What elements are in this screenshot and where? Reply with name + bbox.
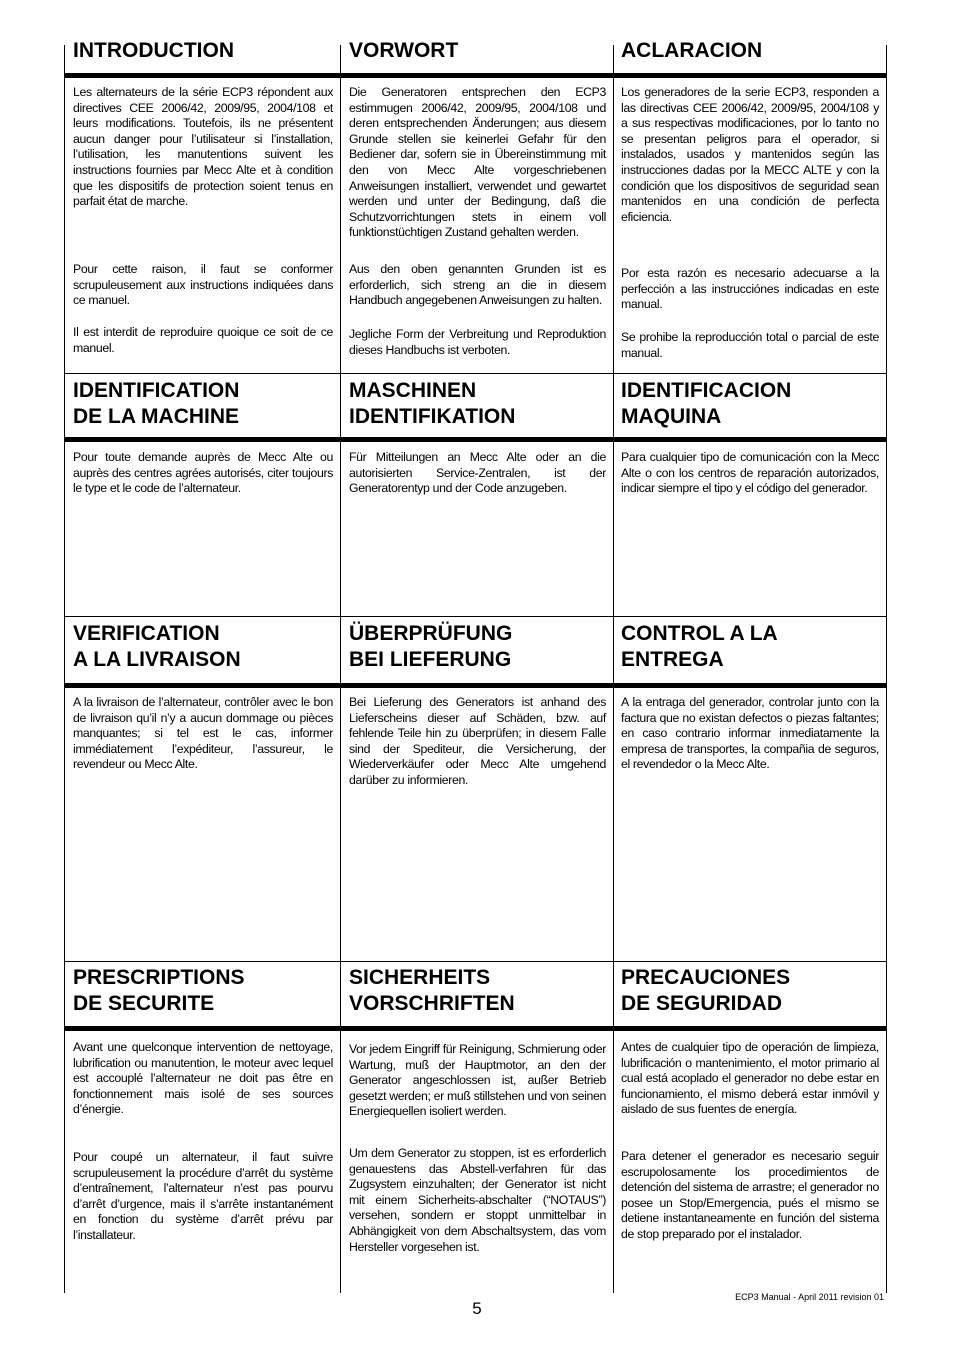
paragraph: Für Mitteilungen an Mecc Alte oder an die autorisierten Service-Zentralen, ist der Generatorentyp und der Code anzugeben. <box>349 450 606 496</box>
section-heading: IDENTIFICATION DE LA MACHINE <box>73 379 240 428</box>
section-divider-1 <box>64 373 887 374</box>
paragraph: Aus den oben genannten Grunden ist es erforderlich, sich streng an die in diesem Handbuch angegebenen Anweisungen zu halten. <box>349 262 606 308</box>
paragraph: Los generadores de la serie ECP3, responden a las directivas CEE 2006/42, 2009/95, 2004/108 y a sus respectivas modificaciones, por lo tanto no se presentan peligros para el operador, si instalados, usados y mantenidos según las instrucciones dadas por la MECC ALTE y con la condición que los dispositivos de seguridad sean mantenidos en una condición de perfecta eficiencia. <box>621 85 879 224</box>
section-divider-2 <box>64 616 887 617</box>
paragraph: Les alternateurs de la série ECP3 répondent aux directives CEE 2006/42, 2009/95, 2004/108 et leurs modifications. Toutefois, ils ne présentent aucun danger pour l’utilisateur si l’installation, l’utilisation, les manutentions suivent les instructions fournies par Mecc Alte et à condition que les dispositifs de protection soient tenus en parfait état de marche. <box>73 85 333 209</box>
paragraph: Avant une quelconque intervention de nettoyage, lubrification ou manutention, le moteur avec lequel est accouplé l’alternateur ne doit pas être en fonctionnement mais isolé de ses sources d’énergie. <box>73 1040 333 1117</box>
paragraph: Antes de cualquier tipo de operación de limpieza, lubrificación o mantenimiento, el motor primario al cual está acoplado el generador no debe estar en funcionamiento, el mismo deberá estar inmóvil y aislado de sus fuentes de energía. <box>621 1040 879 1117</box>
paragraph: Pour cette raison, il faut se conformer scrupuleusement aux instructions indiquées dans ce manuel. <box>73 262 333 308</box>
section-heading: ACLARACION <box>621 39 763 62</box>
column-divider-1 <box>340 45 341 1293</box>
paragraph: A la livraison de l’alternateur, contrôler avec le bon de livraison qu’il n’y a aucun dommage ou pièces manquantes; si tel est le cas, informer immédiatement l’expéditeur, l’assureur, le revendeur ou Mecc Alte. <box>73 695 333 772</box>
section-heading: PRESCRIPTIONS DE SECURITE <box>73 966 245 1015</box>
heading-underline-4 <box>64 1026 887 1031</box>
paragraph: Se prohibe la reproducción total o parcial de este manual. <box>621 330 879 360</box>
right-border <box>886 45 887 1293</box>
paragraph: Vor jedem Eingriff für Reinigung, Schmierung oder Wartung, muß der Hauptmotor, an den der Generator angeschlossen ist, außer Betrieb gesetzt werden; er muß stillstehen und von seinen Energiequellen isoliert werden. <box>349 1042 606 1119</box>
section-heading: MASCHINEN IDENTIFIKATION <box>349 379 516 428</box>
heading-underline-2 <box>64 437 887 442</box>
paragraph: Die Generatoren entsprechen den ECP3 estimmugen 2006/42, 2009/95, 2004/108 und deren entsprechenden Änderungen; aus diesem Grunde stellen sie keinerlei Gefahr für den Bediener dar, sofern sie in Übereinstimmung mit den von Mecc Alte vorgeschriebenen Anweisungen installiert, verwendet und gewartet werden und unter der Bedingung, daß die Schutzvorrichtungen stets in einem voll funktionstüchtigen Zustand gehalten werden. <box>349 85 606 240</box>
paragraph: Por esta razón es necesario adecuarse a la perfección a las instrucciónes indicadas en este manual. <box>621 266 879 312</box>
left-border <box>64 45 65 1293</box>
footer-note: ECP3 Manual - April 2011 revision 01 <box>735 1292 884 1302</box>
paragraph: Bei Lieferung des Generators ist anhand des Lieferscheins dieser auf Schäden, bzw. auf fehlende Teile hin zu überprüfen; in diesem Falle sind der Spediteur, die Versicherung, der Wiederverkäufer oder Mecc Alte umgehend darüber zu informieren. <box>349 695 606 787</box>
paragraph: Jegliche Form der Verbreitung und Reproduktion dieses Handbuchs ist verboten. <box>349 327 606 357</box>
paragraph: A la entraga del generador, controlar junto con la factura que no existan defectos o piezas faltantes; en caso contrario informar inmediatamente la empresa de transportes, la compañia de seguros, el revendedor o la Mecc Alte. <box>621 695 879 772</box>
section-heading: IDENTIFICACION MAQUINA <box>621 379 792 428</box>
paragraph: Um dem Generator zu stoppen, ist es erforderlich genauestens das Abstell-verfahren für das Zugsystem einzuhalten; der Generator ist nicht mit einem Sicherheits-abschalter (“NOTAUS”) versehen, sondern er stoppt unmittelbar in Abhängigkeit von dem Abschaltsystem, das vom Hersteller vorgesehen ist. <box>349 1146 606 1254</box>
section-heading: INTRODUCTION <box>73 39 234 62</box>
column-divider-2 <box>613 45 614 1293</box>
section-heading: SICHERHEITS VORSCHRIFTEN <box>349 966 515 1015</box>
paragraph: Para cualquier tipo de comunicación con la Mecc Alte o con los centros de reparación autorizados, indicar siempre el tipo y el código del generador. <box>621 450 879 496</box>
section-heading: PRECAUCIONES DE SEGURIDAD <box>621 966 791 1015</box>
section-heading: ÜBERPRÜFUNG BEI LIEFERUNG <box>349 622 513 671</box>
paragraph: Il est interdit de reproduire quoique ce soit de ce manuel. <box>73 325 333 355</box>
paragraph: Pour coupé un alternateur, il faut suivre scrupuleusement la procédure d’arrêt du système d’entraînement, l’alternateur n’est pas pourvu d’arrêt d’urgence, mais il s’arrête instantanément en fonction du système d’arrêt prévu par l’installateur. <box>73 1150 333 1242</box>
page-number: 5 <box>472 1299 482 1318</box>
heading-underline-3 <box>64 683 887 688</box>
section-heading: VERIFICATION A LA LIVRAISON <box>73 622 241 671</box>
paragraph: Pour toute demande auprès de Mecc Alte ou auprès des centres agrées autorisés, citer toujours le type et le code de l’alternateur. <box>73 450 333 496</box>
paragraph: Para detener el generador es necesario seguir escrupolosamente los procedimientos de detención del sistema de arrastre; el generador no posee un Stop/Emergencia, pués el mismo se detiene instantaneamente en función del sistema de stop preparado por el instalador. <box>621 1149 879 1241</box>
section-heading: CONTROL A LA ENTREGA <box>621 622 778 671</box>
section-divider-3 <box>64 961 887 962</box>
heading-underline-1 <box>64 73 887 78</box>
section-heading: VORWORT <box>349 39 459 62</box>
